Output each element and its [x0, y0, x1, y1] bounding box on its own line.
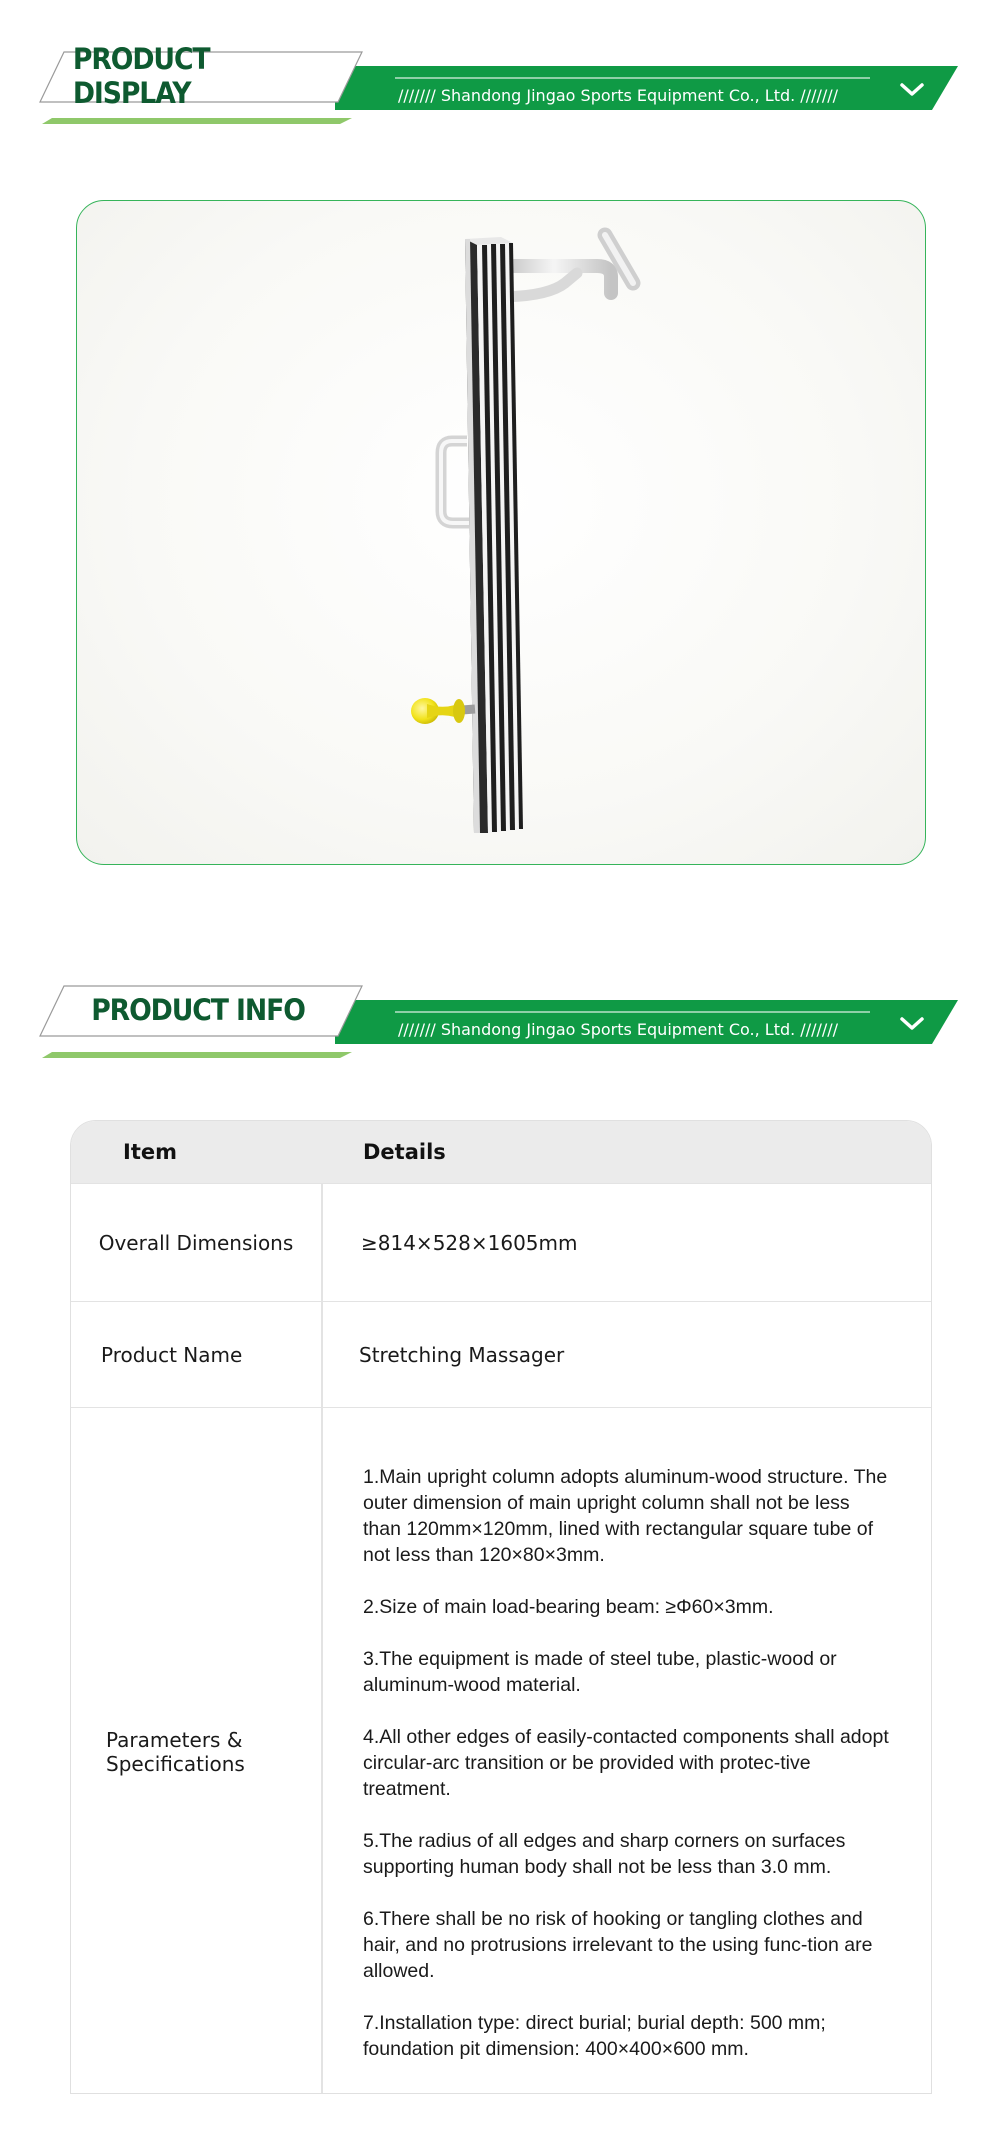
table-header: [71, 1121, 931, 1183]
chevron-down-icon[interactable]: [898, 80, 926, 100]
spec-item: 5.The radius of all edges and sharp corners on surfaces supporting human body shall not be less than 3.0 mm.: [363, 1830, 846, 1878]
row-detail: Stretching Massager: [359, 1343, 565, 1367]
chevron-down-icon[interactable]: [898, 1014, 926, 1034]
company-tagline: /////// Shandong Jingao Sports Equipment Co., Ltd. ///////: [398, 85, 839, 105]
row-item-label: Product Name: [101, 1343, 243, 1367]
product-image: [77, 201, 926, 865]
table-row: [71, 1301, 931, 1407]
table-row: [71, 1183, 931, 1301]
product-image-frame: [76, 200, 926, 865]
row-item-label: Overall Dimensions: [98, 1231, 294, 1255]
spec-item: 3.The equipment is made of steel tube, plastic-wood or aluminum-wood material.: [363, 1648, 837, 1696]
spec-table: [70, 1120, 932, 2094]
spec-item: 7.Installation type: direct burial; burial depth: 500 mm; foundation pit dimension: 400×400×600 mm.: [363, 2012, 826, 2060]
header-item: Item: [123, 1140, 177, 1164]
spec-item: 6.There shall be no risk of hooking or tangling clothes and hair, and no protrusions irrelevant to the using func-tion are allowed.: [363, 1908, 873, 1982]
spec-item: 1.Main upright column adopts aluminum-wood structure. The outer dimension of main upright column shall not be less than 120mm×120mm, lined with rectangular square tube of not less than 120×80×3mm.: [363, 1466, 888, 1566]
section-title: PRODUCT INFO: [91, 993, 305, 1027]
company-tagline: /////// Shandong Jingao Sports Equipment Co., Ltd. ///////: [398, 1019, 839, 1039]
header-details: Details: [363, 1140, 446, 1164]
product-info-banner: [0, 970, 1000, 1080]
spec-list: [363, 1464, 893, 2088]
spec-item: 2.Size of main load-bearing beam: ≥Φ60×3mm.: [363, 1596, 774, 1618]
section-title: PRODUCT DISPLAY: [72, 42, 210, 110]
row-detail: ≥814×528×1605mm: [361, 1231, 578, 1255]
row-item-label: Parameters & Specifications: [106, 1728, 245, 1776]
table-row: [71, 1407, 931, 2094]
product-display-banner: [0, 36, 1000, 146]
spec-item: 4.All other edges of easily-contacted components shall adopt circular-arc transition or be provided with protec-tive treatment.: [363, 1726, 889, 1800]
